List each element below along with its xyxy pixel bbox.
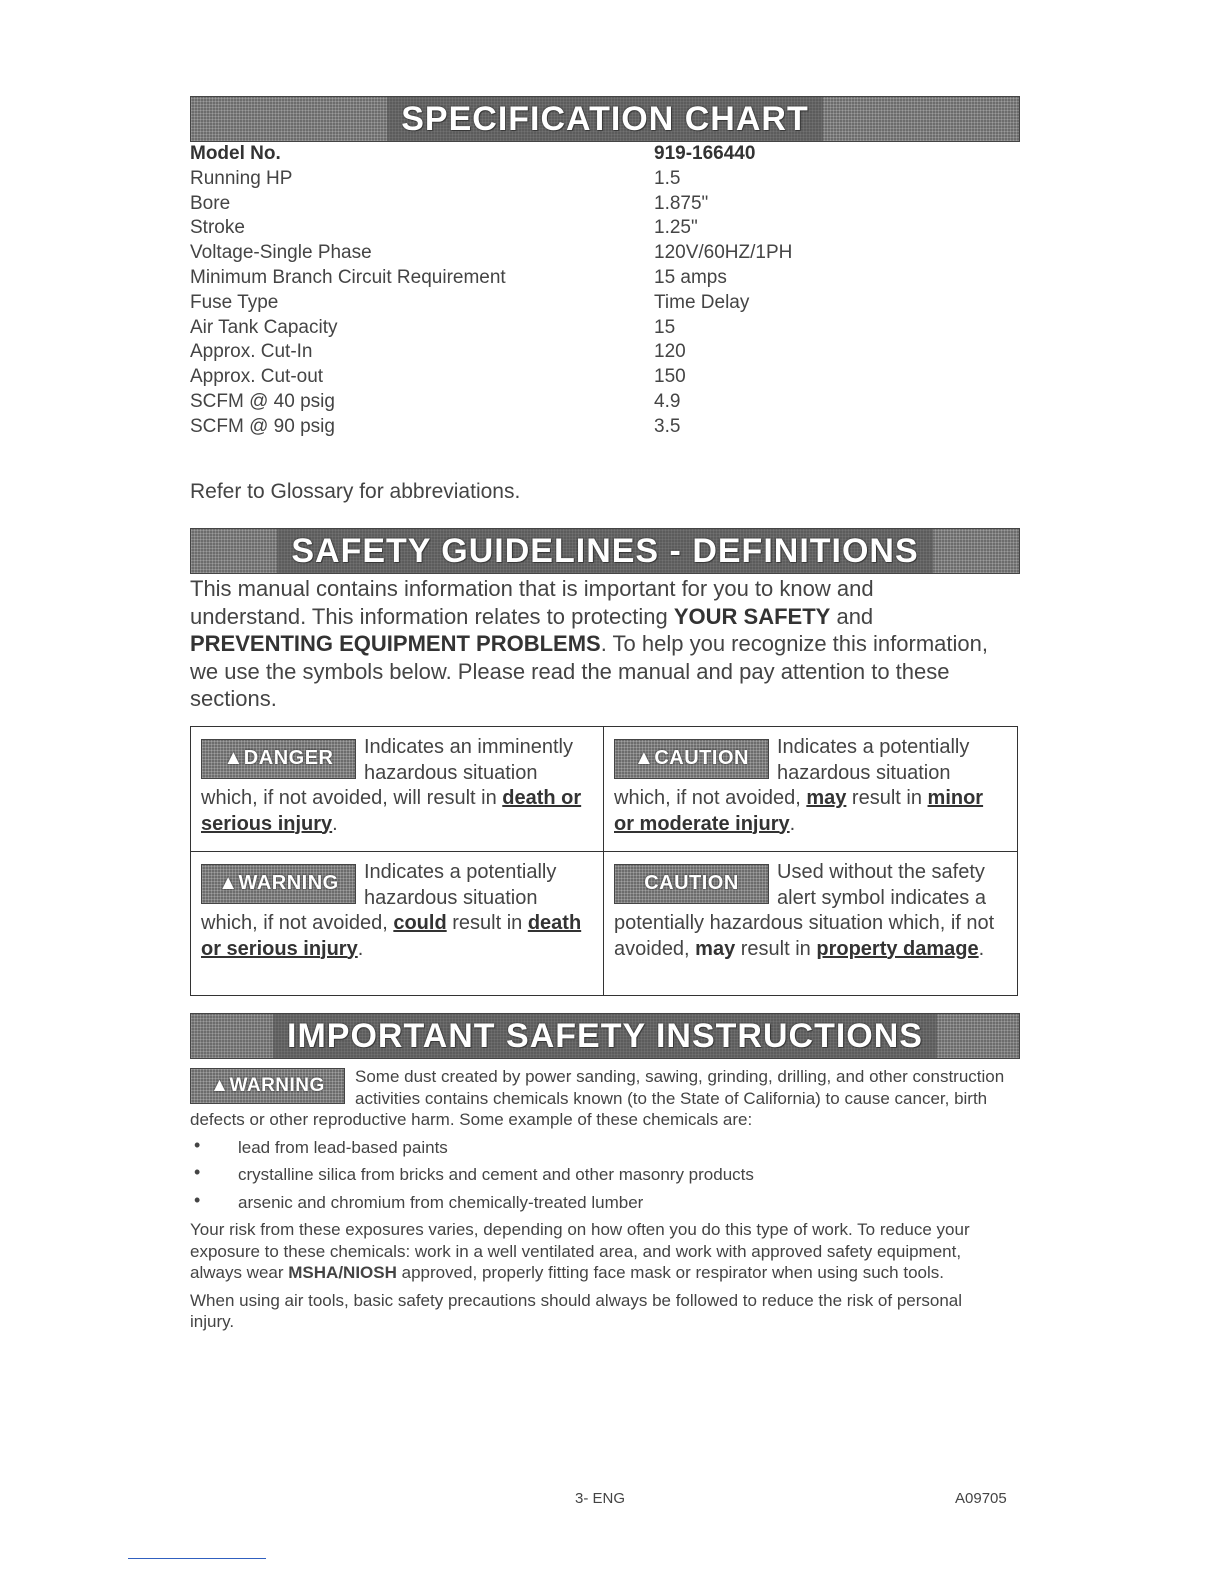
spec-label: Voltage-Single Phase [190, 242, 372, 264]
air-tools-paragraph: When using air tools, basic safety precautions should always be followed to reduce the risk of personal injury. [190, 1290, 963, 1331]
spec-row [190, 241, 830, 266]
list-item: • crystalline silica from bricks and cement and other masonry products [190, 1164, 1010, 1186]
warning-signal-label: ▲WARNING [201, 864, 356, 904]
warning-definition: ▲WARNING Indicates a potentially hazardous situation which, if not avoided, could result in death or serious injury. [191, 852, 604, 995]
spec-row [190, 365, 830, 390]
spec-value: Time Delay [654, 291, 750, 313]
spec-row [190, 340, 830, 365]
intro-text: and [830, 603, 874, 629]
safety-instructions-banner [190, 1013, 1020, 1059]
definition-emphasis: could [393, 912, 447, 934]
glossary-note: Refer to Glossary for abbreviations. [190, 480, 521, 503]
definition-emphasis: may [806, 787, 847, 809]
spec-label: SCFM @ 90 psig [190, 415, 335, 437]
definition-emphasis: property damage [816, 937, 979, 960]
spec-label: Air Tank Capacity [190, 316, 338, 338]
spec-value: 1.875" [654, 192, 709, 214]
spec-value: 919-166440 [654, 143, 756, 164]
spec-label: Running HP [190, 167, 293, 189]
caution-definition: CAUTION Used without the safety alert symbol indicates a potentially hazardous situation which, if not avoided, may result in property damage. [614, 861, 995, 960]
spec-label: Fuse Type [190, 291, 279, 313]
chemical-list [190, 1137, 1010, 1214]
danger-definition: ▲DANGER Indicates an imminently hazardous situation which, if not avoided, will result in death or serious injury. [191, 727, 604, 852]
spec-row [190, 291, 830, 316]
footnote-divider [128, 1558, 266, 1559]
caution-alert-definition: ▲CAUTION Indicates a potentially hazardous situation which, if not avoided, may result in minor or moderate injury. [604, 727, 1017, 852]
spec-table [190, 142, 830, 440]
document-code: A09705 [955, 1490, 1007, 1507]
spec-label: Approx. Cut-out [190, 366, 324, 388]
list-item: • lead from lead-based paints [190, 1137, 1010, 1159]
safety-definitions-banner [190, 528, 1020, 574]
definition-emphasis: death or serious injury [201, 787, 582, 835]
definition-text: Indicates an imminently hazardous situation which, if not avoided, will result in [201, 736, 573, 809]
warning-paragraph: Some dust created by power sanding, sawing, grinding, drilling, and other construction activities contains chemicals known (to the State of California) to cause cancer, birth defects or other reproductive harm. Some example of these chemicals are: [190, 1067, 1005, 1129]
danger-signal-label: ▲DANGER [201, 739, 356, 779]
spec-label: Approx. Cut-In [190, 341, 313, 363]
definition-text: Used without the safety alert symbol indicates a potentially hazardous situation which, if not avoided, [614, 861, 995, 960]
spec-chart-banner [190, 96, 1020, 142]
spec-row [190, 167, 830, 192]
caution-signal-label: CAUTION [614, 864, 769, 904]
intro-emphasis: YOUR SAFETY [673, 603, 831, 629]
safety-intro-paragraph [190, 575, 990, 713]
definition-text: Indicates a potentially hazardous situation which, if not avoided, [614, 736, 970, 809]
definition-text: Indicates a potentially hazardous situation which, if not avoided, [201, 861, 557, 934]
spec-label: SCFM @ 40 psig [190, 390, 335, 412]
spec-row [190, 266, 830, 291]
warning-signal-label: ▲WARNING [190, 1068, 345, 1104]
caution-alert-signal-label: ▲CAUTION [614, 739, 769, 779]
spec-value: 150 [654, 366, 686, 388]
safety-definitions-title: SAFETY GUIDELINES - DEFINITIONS [277, 529, 932, 573]
spec-label: Stroke [190, 217, 245, 239]
spec-value: 4.9 [654, 390, 681, 412]
spec-row [190, 216, 830, 241]
intro-text: This manual contains information that is important for you to know and understand. This information relates to protecting [190, 576, 874, 629]
intro-text: . To help you recognize this information, we use the symbols below. Please read the manual and pay attention to these sections. [190, 631, 988, 711]
page-number: 3- ENG [575, 1490, 626, 1507]
spec-value: 120 [654, 341, 686, 363]
safety-instructions-title: IMPORTANT SAFETY INSTRUCTIONS [273, 1014, 937, 1058]
intro-emphasis: PREVENTING EQUIPMENT PROBLEMS [190, 631, 601, 656]
spec-label: Model No. [190, 143, 281, 164]
spec-row [190, 390, 830, 415]
risk-paragraph: Your risk from these exposures varies, depending on how often you do this type of work. To reduce your exposure to these chemicals: work in a well ventilated area, and work with approved safety equipment, always wear MSHA/NIOSH approved, properly fitting face mask or respirator when using such tools. [190, 1220, 970, 1282]
spec-value: 120V/60HZ/1PH [654, 242, 793, 264]
spec-value: 3.5 [654, 415, 681, 437]
spec-value: 15 amps [654, 266, 727, 288]
definition-emphasis: death or serious injury [201, 912, 582, 960]
signal-word-grid [190, 726, 1018, 996]
definition-emphasis: may [695, 937, 736, 960]
risk-emphasis: MSHA/NIOSH [288, 1263, 397, 1282]
spec-row [190, 316, 830, 341]
spec-value: 1.5 [654, 167, 681, 189]
spec-value: 15 [654, 316, 676, 338]
spec-value: 1.25" [654, 217, 698, 239]
spec-label: Bore [190, 192, 231, 214]
definition-emphasis: minor or moderate injury [614, 787, 984, 835]
list-item: • arsenic and chromium from chemically-treated lumber [190, 1192, 1010, 1214]
spec-row [190, 142, 830, 167]
spec-chart-title: SPECIFICATION CHART [387, 97, 822, 141]
spec-label: Minimum Branch Circuit Requirement [190, 266, 506, 288]
spec-row [190, 192, 830, 217]
spec-row [190, 415, 830, 440]
california-warning-block [190, 1066, 1010, 1339]
